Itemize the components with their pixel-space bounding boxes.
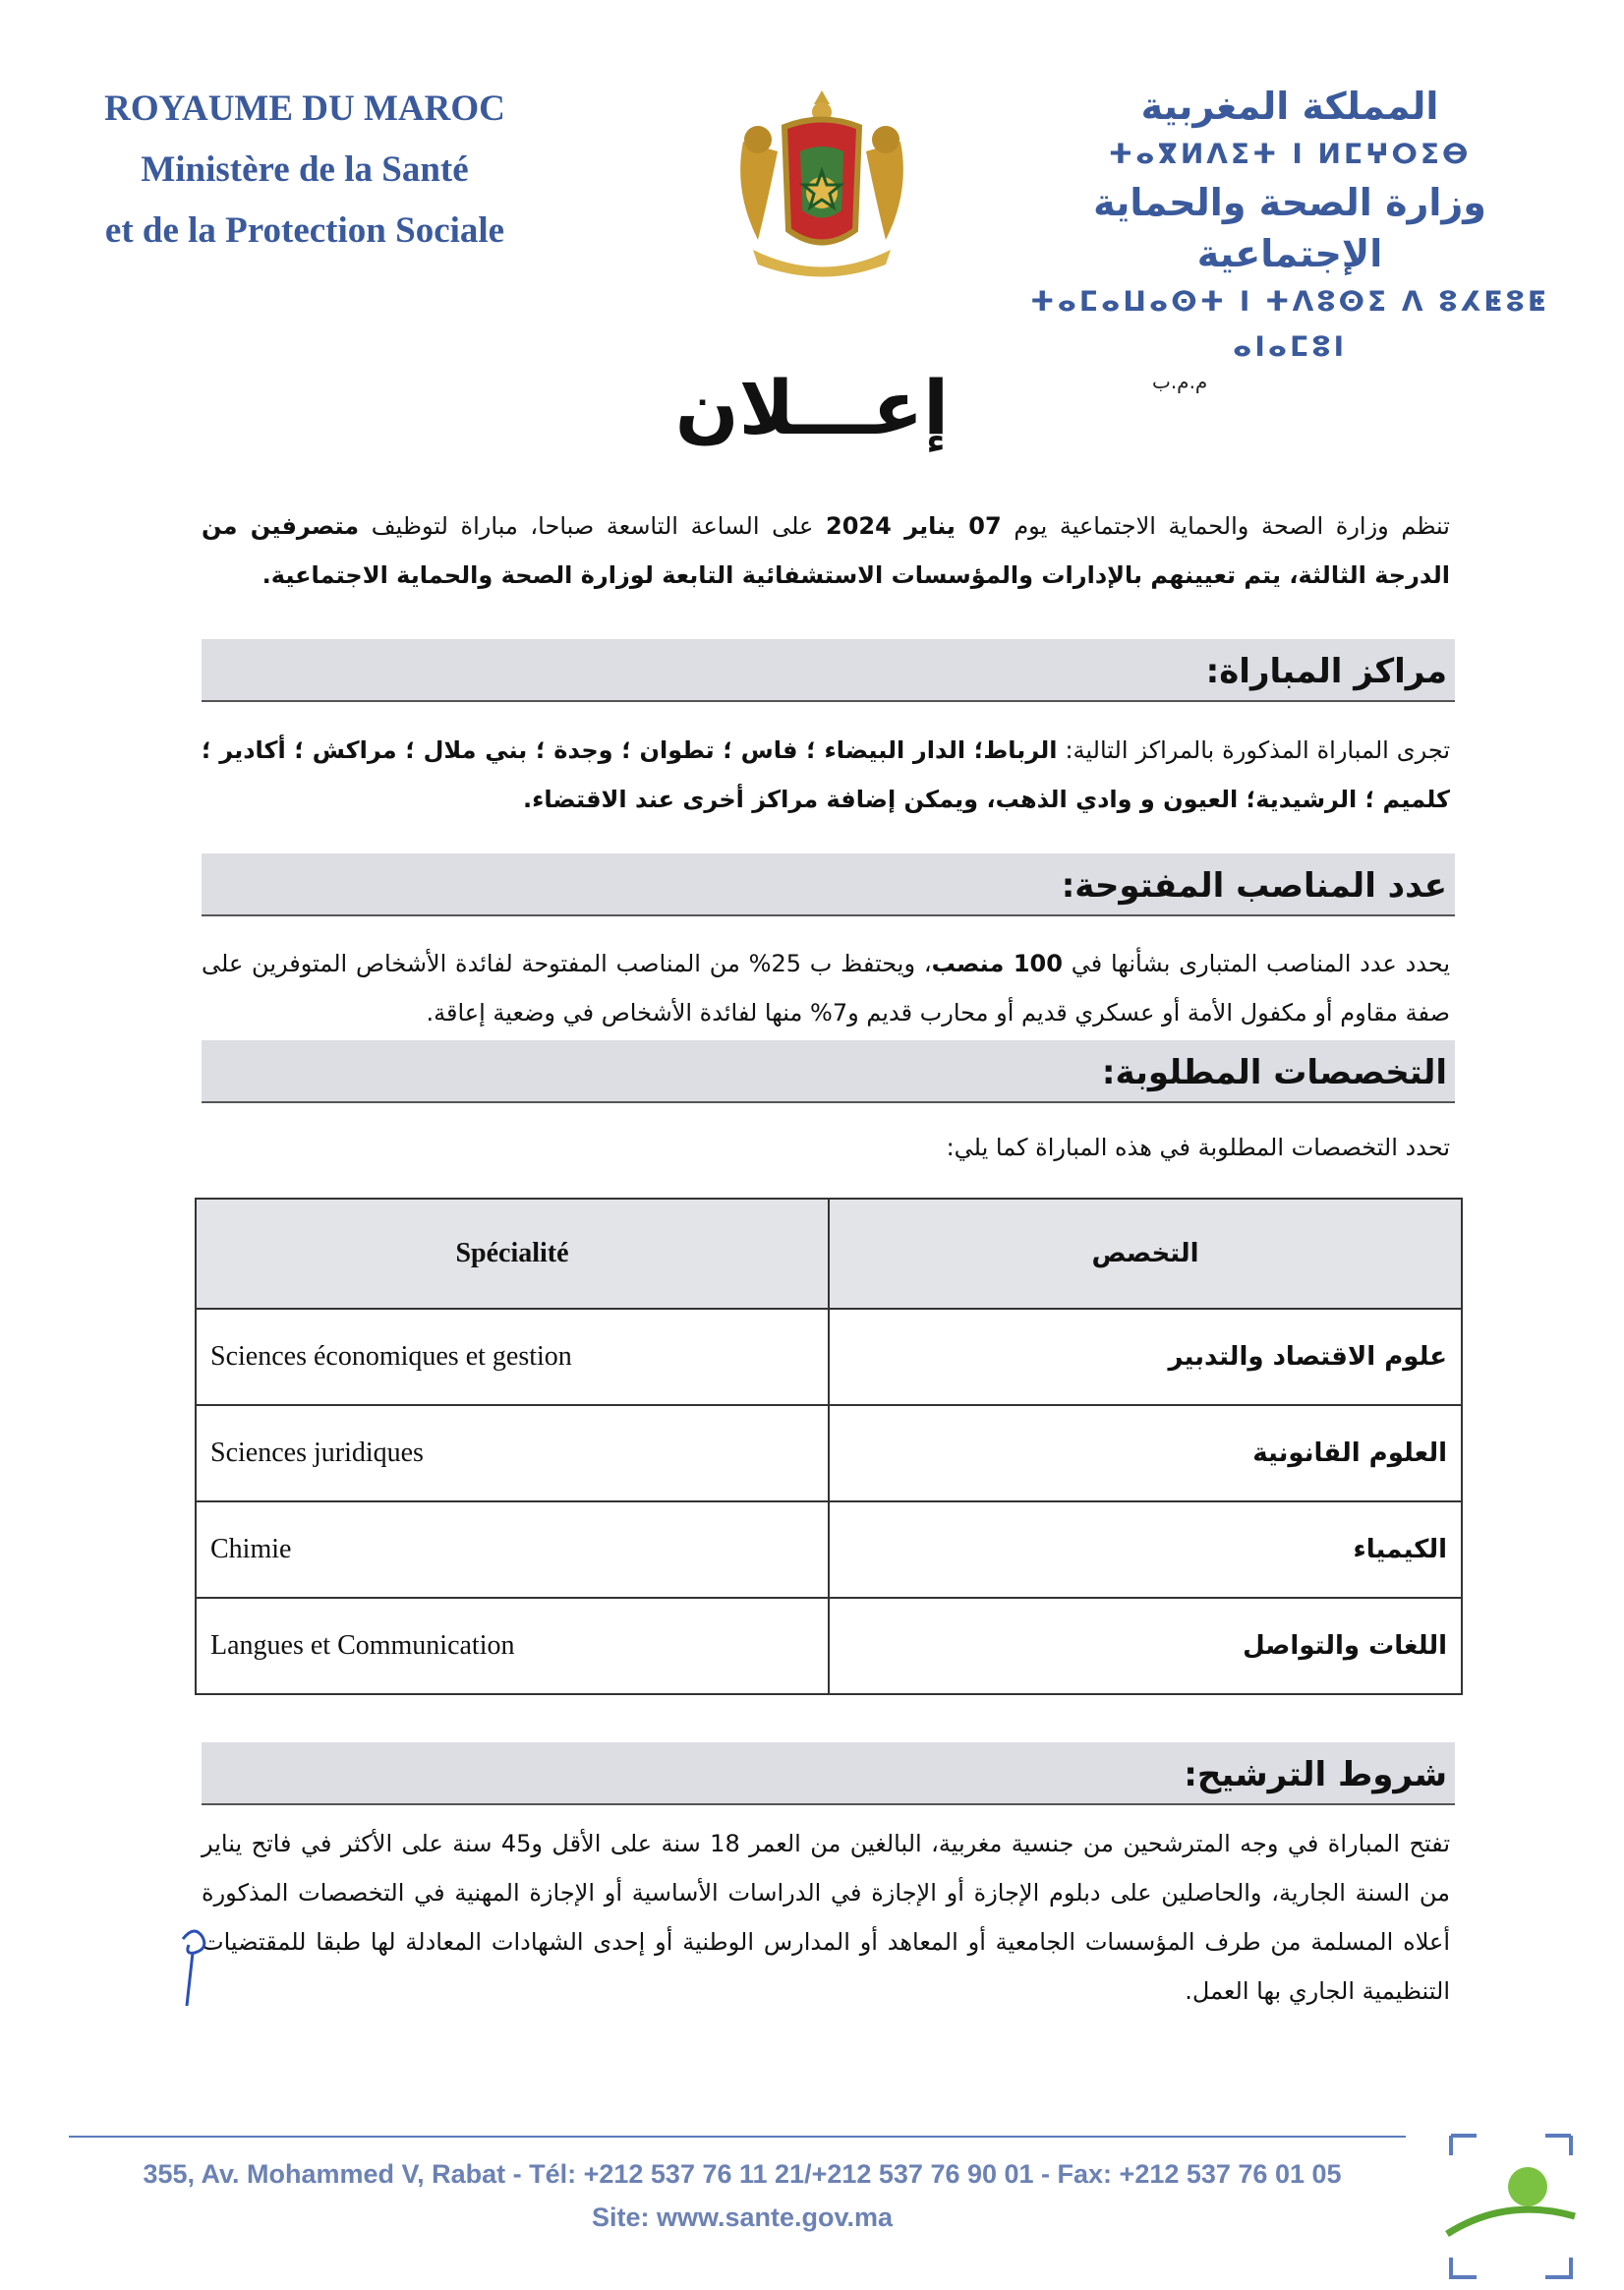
specialties-table — [195, 1198, 1463, 1695]
conditions-paragraph: تفتح المباراة في وجه المترشحين من جنسية مغربية، البالغين من العمر 18 سنة على الأقل و45 سنة على الأكثر في فاتح يناير من السنة الجارية، والحاصلين على دبلوم الإجازة أو الإجازة في الدراسات الأساسية أو الإجازة المهنية في التخصصات المذكورة أعلاه المسلمة من طرف المؤسسات الجامعية أو المعاهد أو المدارس الوطنية أو إحدى الشهادات المعادلة لها طبقا للمقتضيات التنظيمية الجاري بها العمل. — [202, 1830, 1451, 2005]
intro-paragraph — [202, 501, 1450, 600]
centers-paragraph — [202, 726, 1450, 824]
header-arabic-block — [1015, 81, 1565, 393]
section-heading-specialties — [202, 1040, 1455, 1103]
intro-date: 07 يناير 2024 — [826, 512, 1002, 540]
specialties-intro: تحدد التخصصات المطلوبة في هذه المباراة كما يلي: — [946, 1134, 1450, 1161]
heading-conditions-label: شروط الترشيح: — [1184, 1755, 1447, 1794]
table-cell-ar: اللغات والتواصل — [829, 1598, 1462, 1694]
footer-site: Site: www.sante.gov.ma — [591, 2202, 894, 2232]
header-fr-line3: et de la Protection Sociale — [104, 210, 505, 251]
header-tifinagh-line2: ⵜⴰⵎⴰⵡⴰⵙⵜ ⵏ ⵜⴷⵓⵙⵉ ⴷ ⵓⵃⵟⵓⵟ ⴰⵏⴰⵎⵓⵏ — [1030, 285, 1549, 363]
posts-text-1: يحدد عدد المناصب المتبارى بشأنها في — [1062, 950, 1451, 977]
table-row — [196, 1309, 1462, 1405]
posts-count: 100 منصب — [931, 950, 1063, 977]
intro-text-2: على الساعة التاسعة صباحا، مباراة لتوظيف — [359, 512, 827, 540]
header-fr-line2: Ministère de la Santé — [141, 149, 469, 190]
ministry-health-logo-icon — [1437, 2128, 1585, 2285]
table-cell-fr: Sciences juridiques — [196, 1405, 829, 1501]
table-cell-fr: Chimie — [196, 1501, 829, 1598]
posts-text-2: ، ويحتفظ ب 25% من المناصب المفتوحة لفائدة الأشخاص المتوفرين على صفة مقاوم أو مكفول الأمة أو عسكري قديم أو محارب قديم و7% منها لفائدة الأشخاص في وضعية إعاقة. — [202, 950, 1450, 1027]
table-header-row — [196, 1199, 1462, 1309]
centers-text: تجرى المباراة المذكورة بالمراكز التالية: — [1057, 736, 1451, 764]
section-heading-posts — [202, 853, 1455, 916]
page-title: إعـــلان — [674, 364, 950, 451]
section-heading-centers — [202, 639, 1455, 702]
handwritten-initials-icon — [175, 1919, 214, 2008]
header-ar-line2: وزارة الصحة والحماية الإجتماعية — [1093, 181, 1486, 275]
section-heading-conditions — [202, 1742, 1455, 1805]
table-cell-fr: Sciences économiques et gestion — [196, 1309, 829, 1405]
footer-divider — [69, 2136, 1406, 2138]
table-cell-ar: علوم الاقتصاد والتدبير — [829, 1309, 1462, 1405]
table-header-ar: التخصص — [829, 1199, 1462, 1309]
table-header-fr: Spécialité — [196, 1199, 829, 1309]
header-tifinagh-line1: ⵜⴰⴳⵍⴷⵉⵜ ⵏ ⵍⵎⵖⵔⵉⴱ — [1108, 138, 1472, 170]
header-french-block — [39, 79, 570, 262]
header-fr-line1: ROYAUME DU MAROC — [104, 88, 505, 129]
header-ar-line1: المملكة المغربية — [1140, 85, 1439, 128]
header-abbreviation: م.م.ب — [1152, 370, 1208, 393]
centers-list: الرباط؛ الدار البيضاء ؛ فاس ؛ تطوان ؛ وجدة ؛ بني ملال ؛ مراكش ؛ أكادير ؛ كلميم ؛ الرشيدية؛ العيون و وادي الذهب، ويمكن إضافة مراكز أخرى عند الاقتضاء. — [202, 736, 1450, 813]
footer-address: 355, Av. Mohammed V, Rabat - Tél: +212 537 76 11 21/+212 537 76 90 01 - Fax: +212 537 76 01 05 — [143, 2159, 1342, 2189]
table-row — [196, 1598, 1462, 1694]
table-row — [196, 1405, 1462, 1501]
intro-bold-text: متصرفين من الدرجة الثالثة، يتم تعيينهم بالإدارات والمؤسسات الاستشفائية التابعة لوزارة الصحة والحماية الاجتماعية. — [202, 512, 1450, 589]
table-cell-fr: Langues et Communication — [196, 1598, 829, 1694]
table-cell-ar: الكيمياء — [829, 1501, 1462, 1598]
intro-text-1: تنظم وزارة الصحة والحماية الاجتماعية يوم — [1001, 512, 1450, 540]
heading-posts-label: عدد المناصب المفتوحة: — [1061, 866, 1447, 906]
table-cell-ar: العلوم القانونية — [829, 1405, 1462, 1501]
heading-specialties-label: التخصصات المطلوبة: — [1101, 1053, 1447, 1092]
table-row — [196, 1501, 1462, 1598]
posts-paragraph — [202, 939, 1450, 1037]
moroccan-coat-of-arms-icon — [724, 83, 920, 289]
heading-centers-label: مراكز المباراة: — [1205, 652, 1447, 691]
